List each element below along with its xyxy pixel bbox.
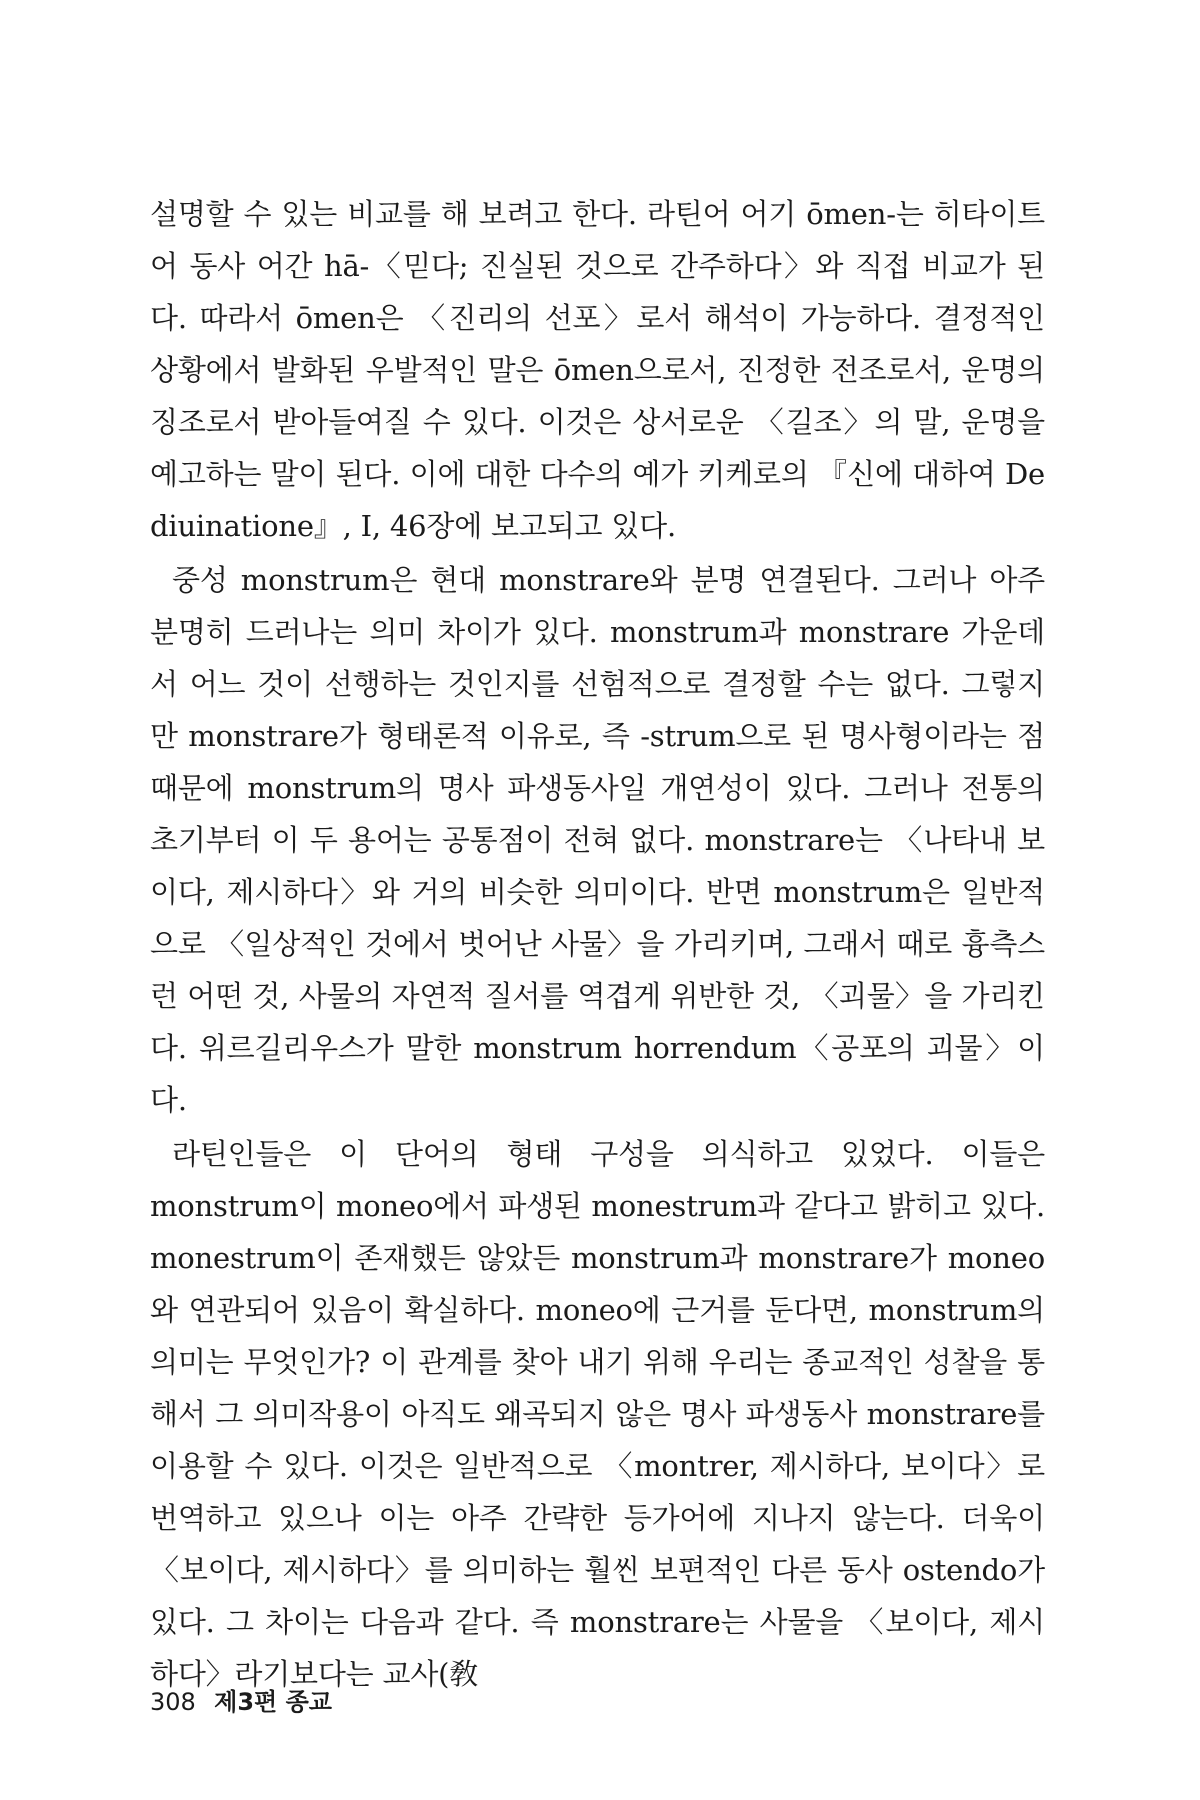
section-title: 제3편 종교 xyxy=(214,1688,332,1716)
page-number: 308 xyxy=(150,1688,196,1716)
paragraph-3: 라틴인들은 이 단어의 형태 구성을 의식하고 있었다. 이들은 monstrum이 moneo에서 파생된 monestrum과 같다고 밝히고 있다. monestrum이 존재했든 않았든 monstrum과 monstrare가 moneo와 연관되어 있음이 확실하다. moneo에 근거를 둔다면, monstrum의 의미는 무엇인가? 이 관계를 찾아 내기 위해 우리는 종교적인 성찰을 통해서 그 의미작용이 아직도 왜곡되지 않은 명사 파생동사 monstrare를 이용할 수 있다. 이것은 일반적으로 〈montrer, 제시하다, 보이다〉로 번역하고 있으나 이는 아주 간략한 등가어에 지나지 않는다. 더욱이 〈보이다, 제시하다〉를 의미하는 훨씬 보편적인 다른 동사 ostendo가 있다. 그 차이는 다음과 같다. 즉 monstrare는 사물을 〈보이다, 제시하다〉라기보다는 교사(敎 xyxy=(150,1137,1045,1691)
paragraph-2: 중성 monstrum은 현대 monstrare와 분명 연결된다. 그러나 아주 분명히 드러나는 의미 차이가 있다. monstrum과 monstrare 가운데서 어느 것이 선행하는 것인지를 선험적으로 결정할 수는 없다. 그렇지만 monstrare가 형태론적 이유로, 즉 -strum으로 된 명사형이라는 점 때문에 monstrum의 명사 파생동사일 개연성이 있다. 그러나 전통의 초기부터 이 두 용어는 공통점이 전혀 없다. monstrare는 〈나타내 보이다, 제시하다〉와 거의 비슷한 의미이다. 반면 monstrum은 일반적으로 〈일상적인 것에서 벗어난 사물〉을 가리키며, 그래서 때로 흉측스런 어떤 것, 사물의 자연적 질서를 역겹게 위반한 것, 〈괴물〉을 가리킨다. 위르길리우스가 말한 monstrum horrendum〈공포의 괴물〉이다. xyxy=(150,563,1046,1117)
paragraph-1: 설명할 수 있는 비교를 해 보려고 한다. 라틴어 어기 ōmen-는 히타이트어 동사 어간 hā-〈믿다; 진실된 것으로 간주하다〉와 직접 비교가 된다. 따라서 ōmen은 〈진리의 선포〉로서 해석이 가능하다. 결정적인 상황에서 발화된 우발적인 말은 ōmen으로서, 진정한 전조로서, 운명의 징조로서 받아들여질 수 있다. 이것은 상서로운 〈길조〉의 말, 운명을 예고하는 말이 된다. 이에 대한 다수의 예가 키케로의 『신에 대하여 De diuinatione』, I, 46장에 보고되고 있다. xyxy=(150,197,1045,543)
body-text xyxy=(150,188,1045,1700)
page-footer xyxy=(150,1682,332,1717)
